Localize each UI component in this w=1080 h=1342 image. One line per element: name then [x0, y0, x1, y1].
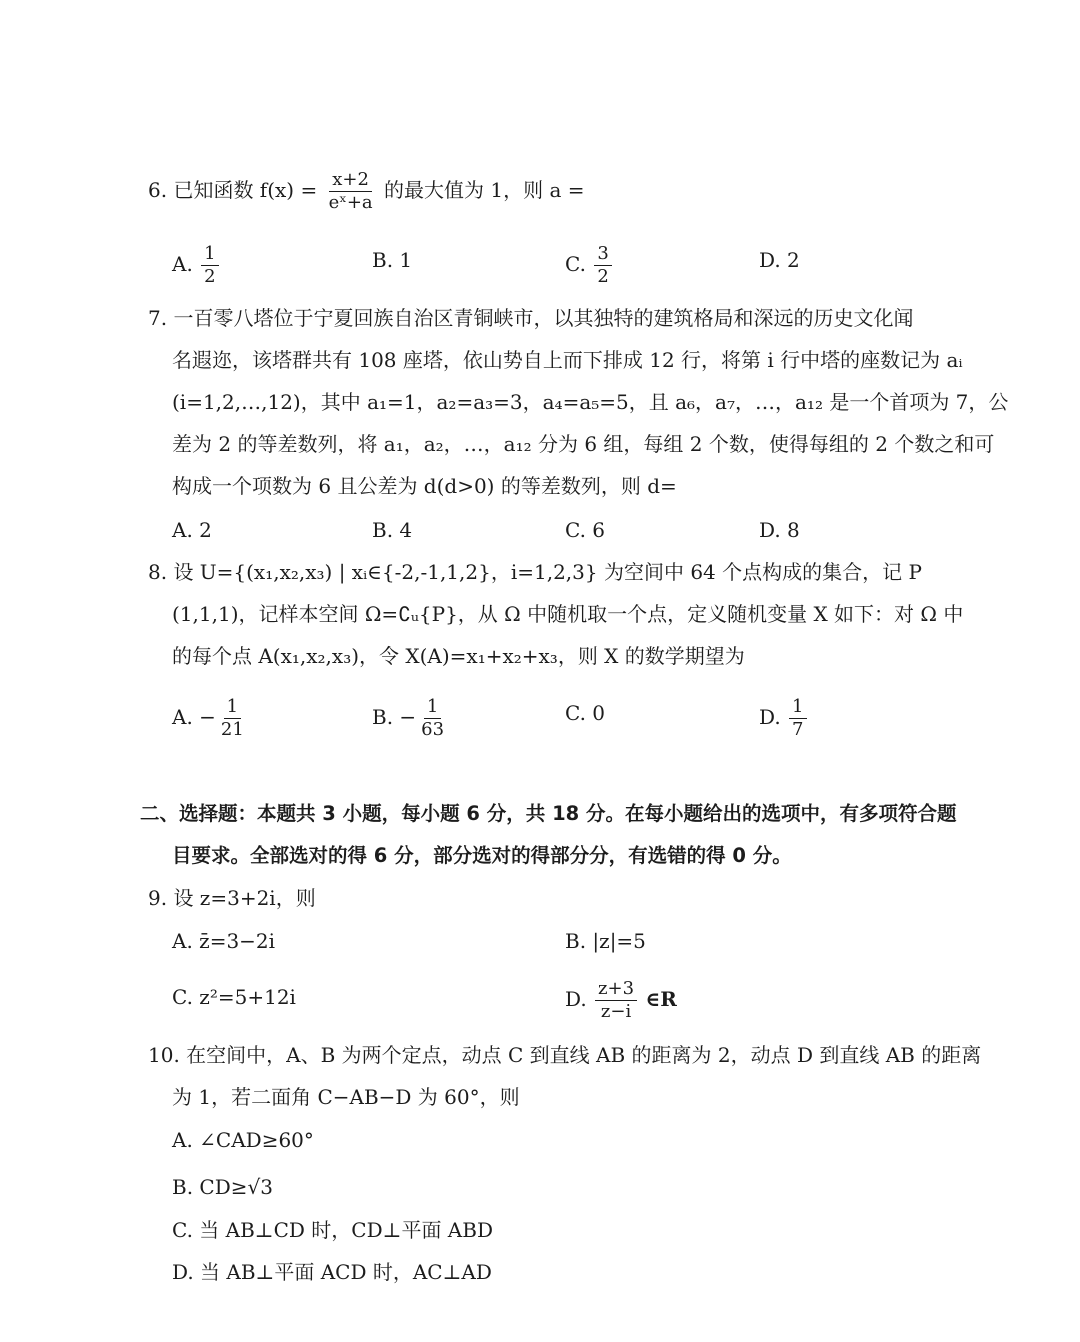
q8-line-3: 的每个点 A(x₁,x₂,x₃)，令 X(A)=x₁+x₂+x₃，则 X 的数学期望为 [172, 644, 745, 668]
q6-option-c-num: 3 [594, 245, 611, 266]
q6-option-c-frac [594, 245, 611, 286]
q9-option-d: D. $\frac{z+3}{z-i}$ ∈R [565, 978, 677, 1022]
q6-option-a-den: 2 [204, 266, 216, 287]
q6-option-c-den: 2 [597, 266, 609, 287]
q8-option-a: A. − $\frac{1}{21}$ [172, 698, 249, 739]
q9-option-b: B. |z|=5 [565, 929, 646, 953]
q8-option-b: B. − $\frac{1}{63}$ [372, 698, 449, 739]
q9-option-a: A. z̄=3−2i [172, 929, 276, 953]
q8-option-a-frac [218, 698, 247, 739]
q6-option-a: A. $\frac{1}{2}$ [172, 245, 221, 286]
q7-line-1: 7. 一百零八塔位于宁夏回族自治区青铜峡市，以其独特的建筑格局和深远的历史文化闻 [148, 306, 914, 330]
section2-line-2: 目要求。全部选对的得 6 分，部分选对的得部分分，有选错的得 0 分。 [172, 844, 792, 867]
q10-option-b: B. CD≥√3 [172, 1175, 273, 1199]
q6-option-d: D. 2 [759, 248, 800, 272]
q8-option-d-num: 1 [789, 698, 806, 719]
q6-fraction [326, 171, 376, 212]
q7-line-5: 构成一个项数为 6 且公差为 d(d>0) 的等差数列，则 d= [172, 474, 677, 498]
q9-option-d-num: z+3 [595, 980, 637, 1001]
q7-option-a: A. 2 [172, 518, 212, 542]
q10-line-2: 为 1，若二面角 C−AB−D 为 60°，则 [172, 1085, 520, 1109]
q8-option-d-den: 7 [792, 719, 804, 740]
q9-option-d-frac [595, 980, 637, 1021]
q6-option-c: C. $\frac{3}{2}$ [565, 245, 614, 286]
q8-option-a-den: 21 [220, 719, 244, 740]
q8-option-b-frac [418, 698, 447, 739]
q7-line-2: 名遐迩，该塔群共有 108 座塔，依山势自上而下排成 12 行，将第 i 行中塔的座数记为 aᵢ [172, 348, 963, 372]
q6-prefix: 6. 已知函数 f(x) = [148, 178, 318, 202]
q7-option-c: C. 6 [565, 518, 606, 542]
q8-option-d-frac [789, 698, 806, 739]
q8-line-1: 8. 设 U={(x₁,x₂,x₃) | xᵢ∈{-2,-1,1,2}，i=1,2,3} 为空间中 64 个点构成的集合，记 P [148, 560, 922, 584]
q6-option-b: B. 1 [372, 248, 413, 272]
q8-option-a-num: 1 [224, 698, 241, 719]
q8-option-b-num: 1 [424, 698, 441, 719]
q6-option-a-num: 1 [201, 245, 218, 266]
q9-stem: 9. 设 z=3+2i，则 [148, 886, 316, 910]
q6-frac-den: eˣ+a [328, 192, 373, 213]
q6-frac-num: x+2 [329, 171, 372, 192]
q8-line-2: (1,1,1)，记样本空间 Ω=∁ᵤ{P}，从 Ω 中随机取一个点，定义随机变量 X 如下：对 Ω 中 [172, 602, 964, 626]
q7-option-b: B. 4 [372, 518, 413, 542]
q9-option-d-suffix: ∈R [645, 987, 677, 1011]
q8-option-b-den: 63 [421, 719, 445, 740]
q10-option-a: A. ∠CAD≥60° [172, 1128, 314, 1152]
q8-option-c: C. 0 [565, 701, 606, 725]
q6-suffix: 的最大值为 1，则 a = [384, 178, 585, 202]
q9-option-c: C. z²=5+12i [172, 985, 296, 1009]
q8-option-d: D. $\frac{1}{7}$ [759, 698, 809, 739]
q10-option-c: C. 当 AB⊥CD 时，CD⊥平面 ABD [172, 1218, 493, 1242]
q7-option-d: D. 8 [759, 518, 800, 542]
section2-line-1: 二、选择题：本题共 3 小题，每小题 6 分，共 18 分。在每小题给出的选项中，有多项符合题 [140, 802, 957, 825]
q7-line-3: (i=1,2,…,12)，其中 a₁=1，a₂=a₃=3，a₄=a₅=5，且 a₆，a₇，…，a₁₂ 是一个首项为 7，公 [172, 390, 1009, 414]
q6-option-a-frac [201, 245, 218, 286]
q9-option-d-den: z−i [600, 1001, 632, 1022]
q6-stem [148, 171, 585, 212]
q10-line-1: 10. 在空间中，A、B 为两个定点，动点 C 到直线 AB 的距离为 2，动点 D 到直线 AB 的距离 [148, 1043, 982, 1067]
q10-option-d: D. 当 AB⊥平面 ACD 时，AC⊥AD [172, 1260, 492, 1284]
q7-line-4: 差为 2 的等差数列，将 a₁，a₂，…，a₁₂ 分为 6 组，每组 2 个数，使得每组的 2 个数之和可 [172, 432, 995, 456]
